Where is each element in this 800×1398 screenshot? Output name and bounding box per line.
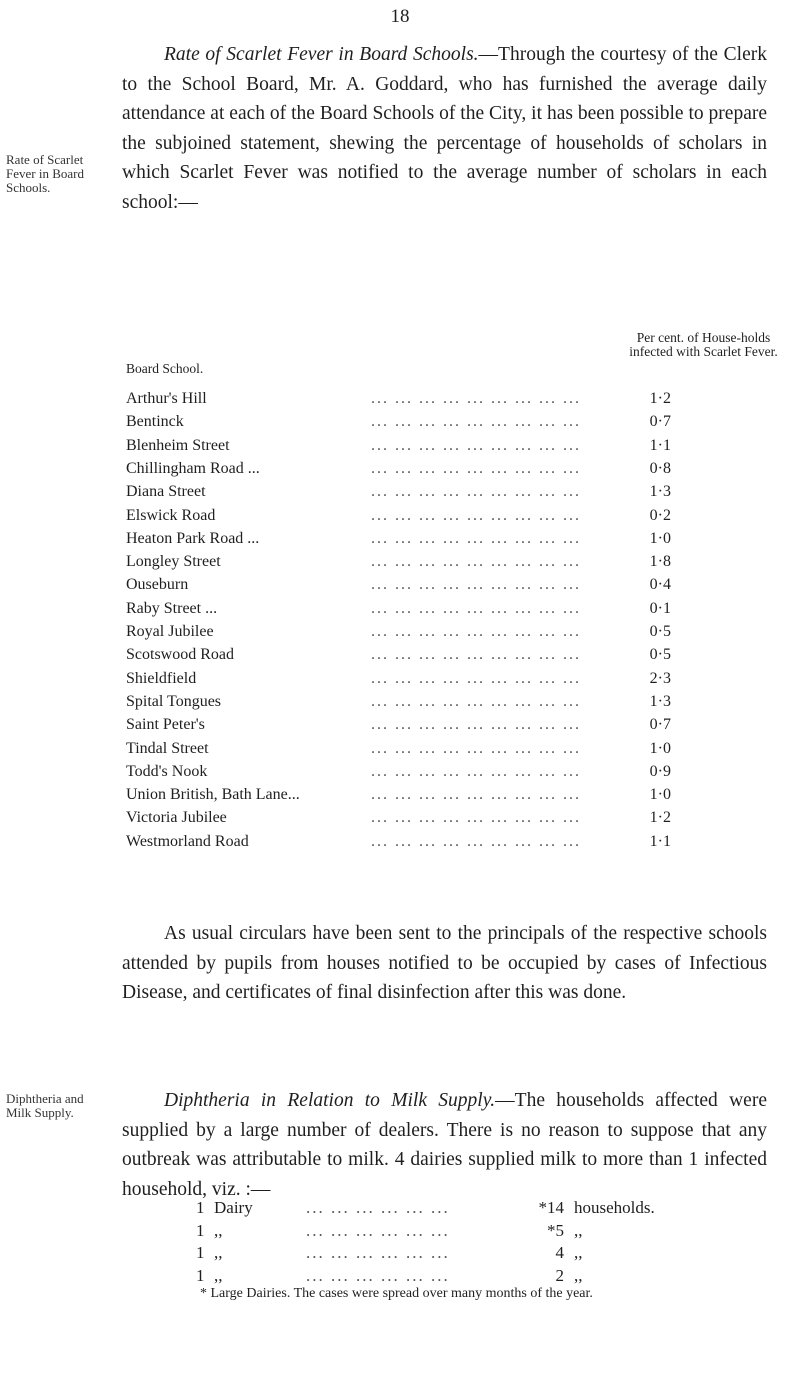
dairy-label: ,,: [214, 1243, 223, 1262]
percent-value: 0·7: [649, 413, 671, 431]
dairy-label: Dairy: [214, 1198, 253, 1217]
table-row: [126, 620, 776, 643]
leader-dots: ... ... ... ... ... ... ... ... ...: [371, 436, 581, 454]
diphtheria-text: —The households affected were supplied by a large number of dealers. There is no reason to suppose that any outbreak was attributable to milk. 4 dairies supplied milk to more than 1 infected household, viz. :—: [122, 1090, 767, 1200]
school-name: Royal Jubilee: [126, 623, 214, 640]
leader-dots: ... ... ... ... ... ... ... ... ...: [371, 483, 581, 501]
percent-value: 1·1: [649, 832, 671, 850]
school-name: Blenheim Street: [126, 436, 230, 454]
leader-dots: ... ... ... ... ... ... ... ... ...: [371, 506, 581, 524]
school-name: Todd's Nook: [126, 762, 208, 780]
school-name: Ouseburn: [126, 576, 189, 594]
leader-dots: ... ... ... ... ... ... ... ... ...: [371, 576, 581, 594]
percent-value: 0·5: [649, 623, 671, 640]
column-header-board-school: Board School.: [126, 361, 204, 376]
dairy-label: ,,: [214, 1220, 223, 1240]
table-row: [126, 806, 776, 829]
dairy-count: 1: [196, 1198, 205, 1217]
table-row: [126, 434, 776, 457]
school-name: Heaton Park Road ...: [126, 529, 260, 547]
table-row: [126, 690, 776, 713]
dairy-row: [196, 1220, 756, 1242]
percent-value: 1·1: [649, 436, 671, 454]
percent-value: 1·0: [649, 739, 671, 757]
leader-dots: ... ... ... ... ... ...: [306, 1198, 450, 1217]
households-count: *5: [547, 1220, 564, 1240]
school-name: Tindal Street: [126, 739, 209, 757]
leader-dots: ... ... ... ... ... ... ... ... ...: [371, 786, 581, 804]
scarlet-fever-heading: Rate of Scarlet Fever in Board Schools.: [164, 44, 479, 65]
leader-dots: ... ... ... ... ... ... ... ... ...: [371, 646, 581, 664]
households-unit: households.: [574, 1198, 655, 1217]
leader-dots: ... ... ... ... ... ... ... ... ...: [371, 459, 581, 477]
households-unit: ,,: [574, 1265, 583, 1285]
table-row: [126, 457, 776, 480]
leader-dots: ... ... ... ... ... ... ... ... ...: [371, 529, 581, 547]
percent-value: 1·3: [649, 483, 671, 501]
dairy-count: 1: [196, 1220, 205, 1240]
school-name: Westmorland Road: [126, 832, 249, 850]
percent-value: 0·4: [649, 576, 671, 594]
leader-dots: ... ... ... ... ... ... ... ... ...: [371, 716, 581, 734]
school-name: Saint Peter's: [126, 716, 205, 734]
leader-dots: ... ... ... ... ... ... ... ... ...: [371, 739, 581, 757]
leader-dots: ... ... ... ... ... ... ... ... ...: [371, 669, 581, 687]
table-row: [126, 527, 776, 550]
leader-dots: ... ... ... ... ... ... ... ... ...: [371, 692, 581, 710]
table-row: [126, 410, 776, 433]
dairy-count: 1: [196, 1265, 205, 1285]
dairy-row: [196, 1197, 756, 1219]
leader-dots: ... ... ... ... ... ... ... ... ...: [371, 832, 581, 850]
school-name: Arthur's Hill: [126, 390, 207, 407]
table-row: [126, 737, 776, 760]
leader-dots: ... ... ... ... ... ...: [306, 1220, 450, 1240]
table-row: [126, 830, 776, 853]
percent-value: 0·7: [649, 716, 671, 734]
dairy-row: [196, 1265, 756, 1287]
scarlet-fever-text: —Through the courtesy of the Clerk to the School Board, Mr. A. Goddard, who has furnished the average daily attendance at each of the Board Schools of the City, it has been possible to prepare the subjoined statement, shewing the percentage of households of scholars in which Scarlet Fever was notified to the average number of scholars in each school:—: [122, 44, 767, 213]
percent-value: 1·0: [649, 786, 671, 804]
leader-dots: ... ... ... ... ... ... ... ... ...: [371, 553, 581, 571]
diphtheria-paragraph: [122, 1086, 767, 1204]
table-row: [126, 760, 776, 783]
table-row: [126, 504, 776, 527]
school-name: Spital Tongues: [126, 692, 222, 710]
table-row: [126, 713, 776, 736]
school-name: Victoria Jubilee: [126, 809, 227, 827]
leader-dots: ... ... ... ... ... ... ... ... ...: [371, 599, 581, 617]
leader-dots: ... ... ... ... ... ... ... ... ...: [371, 809, 581, 827]
dairy-row: [196, 1242, 756, 1264]
leader-dots: ... ... ... ... ... ...: [306, 1243, 450, 1262]
percent-value: 0·8: [649, 459, 671, 477]
table-row: [126, 783, 776, 806]
school-name: Scotswood Road: [126, 646, 234, 664]
percent-value: 1·0: [649, 529, 671, 547]
households-count: 2: [555, 1265, 564, 1285]
dairy-label: ,,: [214, 1265, 223, 1285]
percent-value: 0·1: [649, 599, 671, 617]
leader-dots: ... ... ... ... ... ... ... ... ...: [371, 623, 581, 640]
percent-value: 1·8: [649, 553, 671, 571]
diphtheria-heading: Diphtheria in Relation to Milk Supply.: [164, 1090, 496, 1111]
table-row: [126, 643, 776, 666]
percent-value: 1·2: [649, 390, 671, 407]
table-row: [126, 597, 776, 620]
table-row: [126, 387, 776, 410]
dairy-count: 1: [196, 1243, 205, 1262]
percent-value: 1·3: [649, 692, 671, 710]
leader-dots: ... ... ... ... ... ... ... ... ...: [371, 762, 581, 780]
leader-dots: ... ... ... ... ... ... ... ... ...: [371, 413, 581, 431]
school-name: Diana Street: [126, 483, 206, 501]
school-name: Elswick Road: [126, 506, 216, 524]
percent-value: 0·9: [649, 762, 671, 780]
footnote: * Large Dairies. The cases were spread over many months of the year.: [200, 1286, 593, 1301]
page-number: 18: [390, 6, 410, 27]
table-row: [126, 480, 776, 503]
table-row: [126, 573, 776, 596]
school-name: Chillingham Road ...: [126, 459, 260, 477]
margin-note-scarlet-fever: Rate of Scarlet Fever in Board Schools.: [6, 152, 84, 195]
school-name: Shieldfield: [126, 669, 197, 687]
percent-value: 2·3: [649, 669, 671, 687]
table-row: [126, 667, 776, 690]
leader-dots: ... ... ... ... ... ... ... ... ...: [371, 390, 581, 407]
percent-value: 0·2: [649, 506, 671, 524]
households-unit: ,,: [574, 1243, 583, 1262]
scarlet-fever-paragraph: [122, 40, 767, 217]
households-unit: ,,: [574, 1220, 583, 1240]
school-name: Raby Street ...: [126, 599, 218, 617]
percent-value: 0·5: [649, 646, 671, 664]
circulars-text: As usual circulars have been sent to the principals of the respective schools attended by pupils from houses notified to be occupied by cases of Infectious Disease, and certificates of final disinfection after this was done.: [122, 923, 767, 1003]
school-name: Union British, Bath Lane...: [126, 786, 300, 804]
circulars-paragraph: [122, 919, 767, 1008]
households-count: 4: [555, 1243, 564, 1262]
households-count: *14: [538, 1198, 564, 1217]
margin-note-diphtheria: Diphtheria and Milk Supply.: [6, 1091, 84, 1120]
leader-dots: ... ... ... ... ... ...: [306, 1265, 450, 1285]
school-name: Longley Street: [126, 553, 221, 571]
column-header-percent: Per cent. of House-holds infected with Scarlet Fever.: [629, 330, 778, 359]
table-row: [126, 550, 776, 573]
percent-value: 1·2: [649, 809, 671, 827]
school-name: Bentinck: [126, 413, 184, 431]
